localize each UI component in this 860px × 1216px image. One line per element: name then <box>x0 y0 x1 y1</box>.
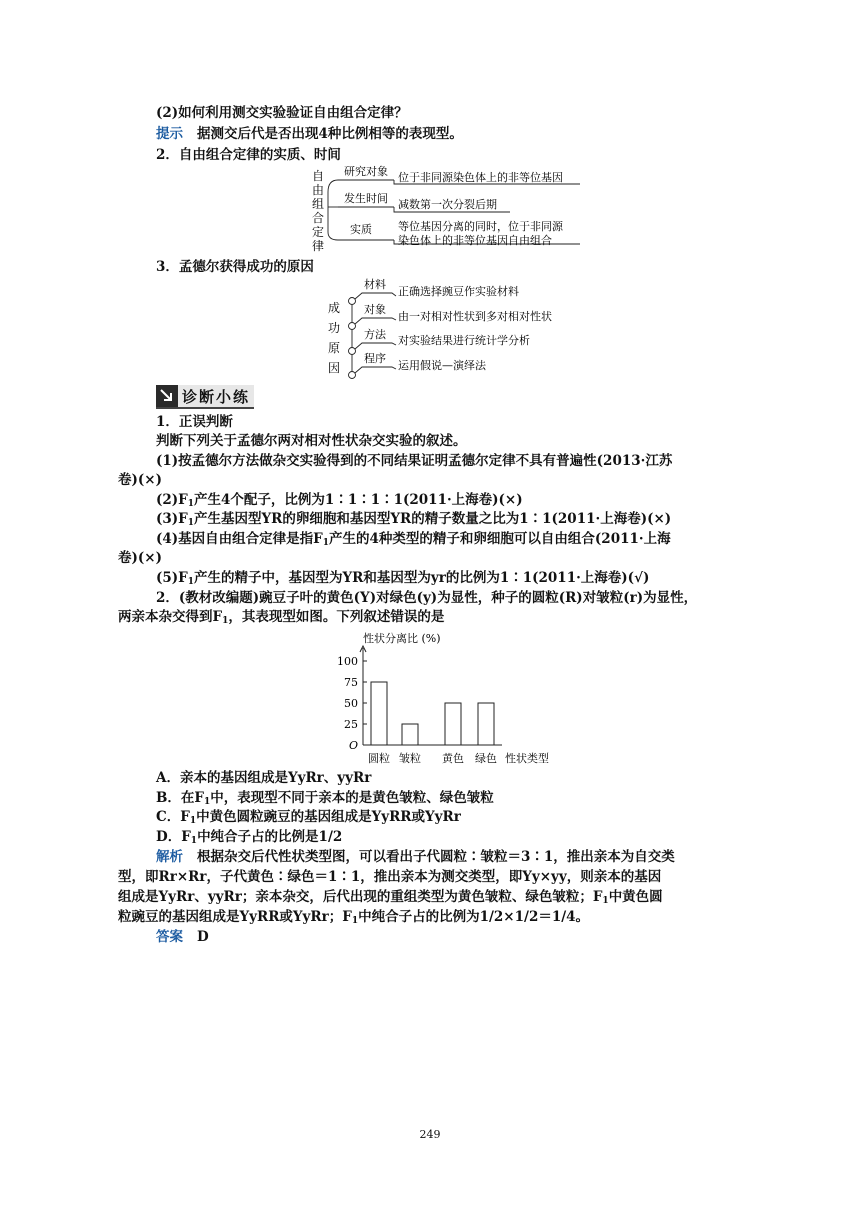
success-root-char: 原 <box>328 341 341 355</box>
law-root <box>312 169 324 253</box>
practice-2-pre: 两亲本杂交得到F <box>118 609 223 625</box>
success-key: 程序 <box>364 352 386 365</box>
option-b-pre: B．在F <box>156 790 204 806</box>
answer-line <box>156 927 209 947</box>
item-4-line-1 <box>156 529 671 553</box>
option-b-sub: 1 <box>204 797 211 807</box>
item-4-sub: 1 <box>322 538 330 548</box>
option-c-sub: 1 <box>189 816 197 826</box>
analysis-line-1 <box>156 847 675 867</box>
practice-2-sub: 1 <box>222 616 229 626</box>
answer-value: D <box>197 929 209 945</box>
option-d-post: 中纯合子占的比例是1/2 <box>197 829 343 845</box>
x-tick-label: 绿色 <box>475 752 497 765</box>
practice-1-title: 1．正误判断 <box>156 414 233 430</box>
law-root-char: 组 <box>312 197 325 211</box>
analysis-3-pre: 组成是YyRr、yyRr；亲本杂交，后代出现的重组类型为黄色皱粒、绿色皱粒；F <box>118 889 603 905</box>
y-tick-label: O <box>348 739 358 752</box>
option-a: A．亲本的基因组成是YyRr、yyRr <box>156 770 372 786</box>
practice-badge <box>156 385 254 409</box>
option-d-sub: 1 <box>190 836 198 846</box>
item-3-pre: (3)F <box>156 511 188 527</box>
section-2-title: 2．自由组合定律的实质、时间 <box>156 147 341 163</box>
badge-text: 诊断小练 <box>182 388 251 406</box>
success-value: 正确选择豌豆作实验材料 <box>398 285 519 298</box>
law-root-char: 合 <box>312 211 325 225</box>
success-key: 方法 <box>364 328 386 341</box>
y-tick-label: 100 <box>337 655 358 668</box>
analysis-4-post: 中纯合子占的比例为1/2×1/2＝1/4。 <box>358 909 590 925</box>
analysis-4-sub: 1 <box>351 916 359 926</box>
bar-chart <box>330 628 570 770</box>
hint-text: 据测交后代是否出现4种比例相等的表现型。 <box>197 126 463 142</box>
success-diagram <box>322 276 582 380</box>
bar <box>445 703 461 745</box>
option-c-pre: C．F <box>156 809 190 825</box>
item-2-sub: 1 <box>187 499 195 509</box>
practice-1-intro: 判断下列关于孟德尔两对相对性状杂交实验的叙述。 <box>156 433 467 449</box>
item-2-post: 产生4个配子，比例为1∶1∶1∶1(2011·上海卷)(×) <box>194 492 523 508</box>
success-key: 对象 <box>364 303 386 316</box>
analysis-label: 解析 <box>156 849 183 865</box>
y-tick-label: 50 <box>344 697 358 710</box>
law-value: 减数第一次分裂后期 <box>398 198 497 211</box>
law-key: 实质 <box>350 223 372 236</box>
option-c-post: 中黄色圆粒豌豆的基因组成是YyRR或YyRr <box>196 809 461 825</box>
law-value: 等位基因分离的同时，位于非同源 <box>398 220 563 233</box>
item-4-pre: (4)基因自由组合定律是指F <box>156 531 323 547</box>
success-key: 材料 <box>364 278 386 291</box>
success-root-char: 成 <box>328 301 341 315</box>
law-value: 染色体上的非等位基因自由组合 <box>398 234 552 247</box>
x-tick-label: 皱粒 <box>399 752 421 765</box>
success-value: 由一对相对性状到多对相对性状 <box>398 310 552 323</box>
x-tick-label: 圆粒 <box>368 752 390 765</box>
law-root-char: 由 <box>312 183 325 197</box>
item-2-pre: (2)F <box>156 492 188 508</box>
bar <box>371 682 387 745</box>
practice-2-line-1: 2．(教材改编题)豌豆子叶的黄色(Y)对绿色(y)为显性，种子的圆粒(R)对皱粒(r)为显性， <box>156 590 698 606</box>
arrow-icon <box>156 385 178 407</box>
item-4-line-2: 卷)(×) <box>118 550 162 566</box>
page-number: 249 <box>419 1128 441 1141</box>
y-tick-label: 25 <box>344 718 358 731</box>
law-value: 位于非同源染色体上的非等位基因 <box>398 171 563 184</box>
answer-label: 答案 <box>156 929 183 945</box>
item-4-post: 产生的4种类型的精子和卵细胞可以自由组合(2011·上海 <box>329 531 671 547</box>
item-3-post: 产生基因型YR的卵细胞和基因型YR的精子数量之比为1∶1(2011·上海卷)(×) <box>194 511 672 527</box>
law-diagram <box>300 162 600 254</box>
item-1-line-1: (1)按孟德尔方法做杂交实验得到的不同结果证明孟德尔定律不具有普遍性(2013·江苏 <box>156 453 673 469</box>
section-3-title: 3．孟德尔获得成功的原因 <box>156 259 314 275</box>
law-root-char: 自 <box>312 169 325 183</box>
hint-label: 提示 <box>156 126 183 142</box>
option-b-post: 中，表现型不同于亲本的是黄色皱粒、绿色皱粒 <box>210 790 494 806</box>
analysis-4-pre: 粒豌豆的基因组成是YyRR或YyRr；F <box>118 909 352 925</box>
analysis-3-sub: 1 <box>602 896 609 906</box>
hint-line <box>156 124 463 144</box>
item-5-sub: 1 <box>187 577 195 587</box>
y-tick-label: 75 <box>344 676 358 689</box>
item-5-post: 产生的精子中，基因型为YR和基因型为yr的比例为1∶1(2011·上海卷)(√) <box>194 570 650 586</box>
law-root-char: 定 <box>312 225 325 239</box>
law-root-char: 律 <box>312 239 325 253</box>
x-tick-label: 黄色 <box>442 752 464 765</box>
law-key: 研究对象 <box>344 165 388 178</box>
analysis-line-2: 型，即Rr×Rr，子代黄色∶绿色＝1∶1，推出亲本为测交类型，即Yy×yy，则亲本的基因 <box>118 869 662 885</box>
chart-ylabel: 性状分离比 (%) <box>363 632 441 645</box>
success-root-char: 因 <box>328 361 341 375</box>
bar <box>402 724 418 745</box>
success-value: 运用假说—演绎法 <box>398 359 486 372</box>
success-root-char: 功 <box>328 321 341 335</box>
item-1-line-2: 卷)(×) <box>118 472 162 488</box>
item-3-sub: 1 <box>187 518 195 528</box>
practice-2-post: ，其表现型如图。下列叙述错误的是 <box>228 609 445 625</box>
analysis-3-post: 中黄色圆 <box>608 889 663 905</box>
chart-xlabel: 性状类型 <box>505 752 549 765</box>
question-2: (2)如何利用测交实验验证自由组合定律？ <box>156 105 408 121</box>
bar <box>478 703 494 745</box>
item-5-pre: (5)F <box>156 570 188 586</box>
analysis-text: 根据杂交后代性状类型图，可以看出子代圆粒∶皱粒＝3∶1，推出亲本为自交类 <box>197 849 675 865</box>
law-key: 发生时间 <box>344 192 388 205</box>
success-value: 对实验结果进行统计学分析 <box>398 334 530 347</box>
option-d-pre: D．F <box>156 829 191 845</box>
